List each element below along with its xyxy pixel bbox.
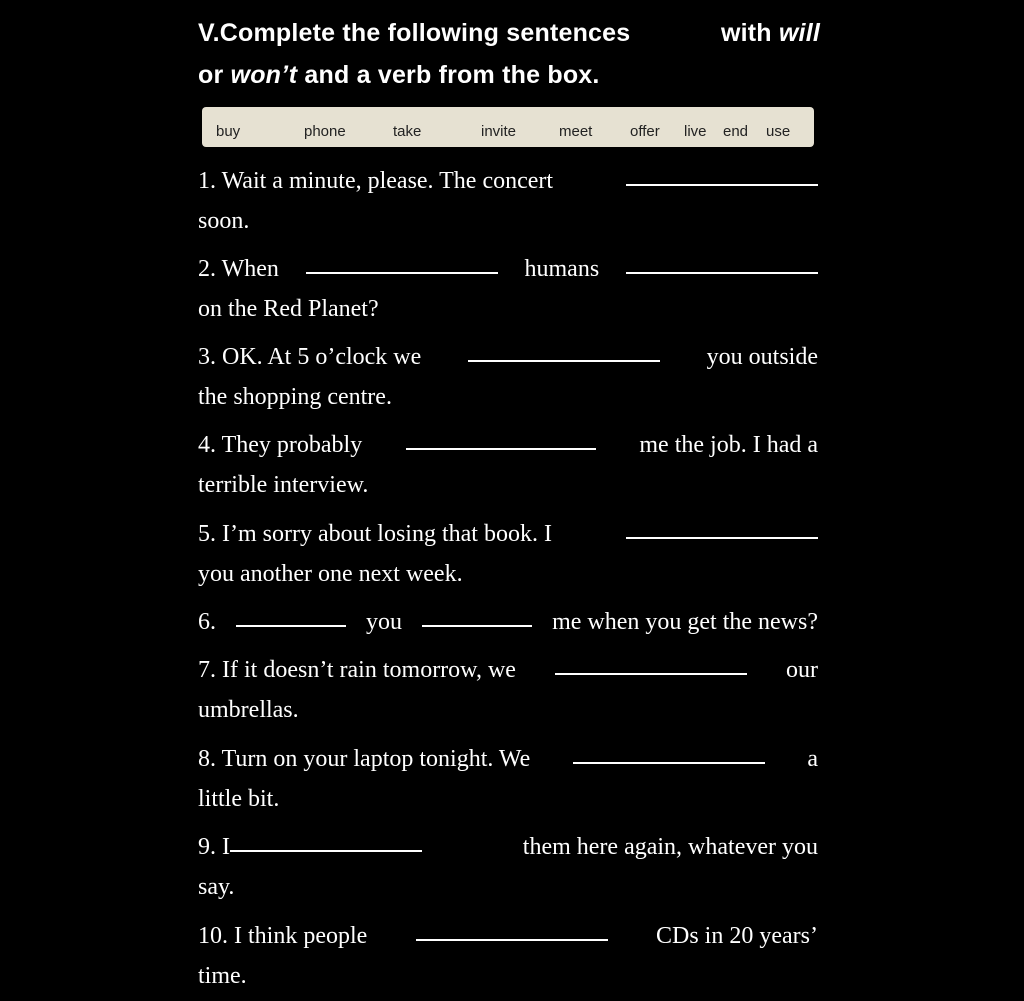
answer-blank[interactable] xyxy=(626,272,818,274)
word-item: invite xyxy=(481,123,517,140)
sentence-text: you another one next week. xyxy=(198,561,463,587)
sentence-text: a xyxy=(807,746,818,772)
sentence-text: 10. I think people xyxy=(198,923,368,949)
title-part: and a verb from the box. xyxy=(297,61,600,89)
answer-blank[interactable] xyxy=(406,448,596,450)
title-part: with xyxy=(720,19,779,47)
word-box xyxy=(202,107,814,147)
sentence-text: 7. If it doesn’t rain tomorrow, we xyxy=(198,657,516,683)
sentence-text: little bit. xyxy=(198,786,280,812)
word-item: buy xyxy=(216,123,241,140)
sentence-text: the shopping centre. xyxy=(198,384,392,410)
title-will: will xyxy=(778,19,820,47)
sentence-3 xyxy=(198,337,818,417)
sentence-text: soon. xyxy=(198,208,250,234)
sentence-8 xyxy=(198,739,818,819)
title-part: or xyxy=(198,61,231,89)
answer-blank[interactable] xyxy=(306,272,498,274)
sentence-text: 6. xyxy=(198,609,216,635)
sentence-9 xyxy=(198,827,818,907)
sentence-text: you xyxy=(366,609,403,635)
sentence-text: you outside xyxy=(706,344,818,370)
sentence-text: me the job. I had a xyxy=(639,432,818,458)
title-part: V.Complete the following sentences xyxy=(198,19,631,47)
sentence-text: umbrellas. xyxy=(198,697,299,723)
sentence-text: time. xyxy=(198,963,247,989)
sentence-text: 9. I xyxy=(198,834,230,860)
sentence-5 xyxy=(198,514,818,594)
sentence-text: 3. OK. At 5 o’clock we xyxy=(198,344,422,370)
answer-blank[interactable] xyxy=(416,939,608,941)
sentence-7 xyxy=(198,650,818,730)
word-item: meet xyxy=(559,123,593,140)
sentence-text: 5. I’m sorry about losing that book. I xyxy=(198,521,552,547)
word-item: use xyxy=(766,123,791,140)
word-item: take xyxy=(393,123,422,140)
sentence-text: 1. Wait a minute, please. The concert xyxy=(198,168,554,194)
sentence-text: CDs in 20 years’ xyxy=(656,923,818,949)
sentence-10 xyxy=(198,916,818,996)
answer-blank[interactable] xyxy=(422,625,532,627)
word-item: phone xyxy=(304,123,346,140)
answer-blank[interactable] xyxy=(626,184,818,186)
answer-blank[interactable] xyxy=(230,850,422,852)
answer-blank[interactable] xyxy=(626,537,818,539)
exercise-title xyxy=(198,12,820,96)
answer-blank[interactable] xyxy=(555,673,747,675)
sentence-text: 2. When xyxy=(198,256,279,282)
sentence-1 xyxy=(198,161,818,241)
sentence-2 xyxy=(198,249,818,329)
answer-blank[interactable] xyxy=(573,762,765,764)
sentence-text: me when you get the news? xyxy=(552,609,818,635)
word-item: live xyxy=(684,123,707,140)
sentence-text: terrible interview. xyxy=(198,472,369,498)
sentence-text: them here again, whatever you xyxy=(522,834,818,860)
sentence-text: 4. They probably xyxy=(198,432,363,458)
answer-blank[interactable] xyxy=(236,625,346,627)
sentence-text: our xyxy=(786,657,818,683)
word-item: end xyxy=(723,123,749,140)
sentence-text: on the Red Planet? xyxy=(198,296,379,322)
title-wont: won’t xyxy=(230,61,298,89)
sentence-text: 8. Turn on your laptop tonight. We xyxy=(198,746,531,772)
sentence-text: say. xyxy=(198,874,235,900)
sentence-6 xyxy=(198,602,818,642)
answer-blank[interactable] xyxy=(468,360,660,362)
word-item: offer xyxy=(630,123,660,140)
sentence-4 xyxy=(198,425,818,505)
sentence-text: humans xyxy=(524,256,600,282)
